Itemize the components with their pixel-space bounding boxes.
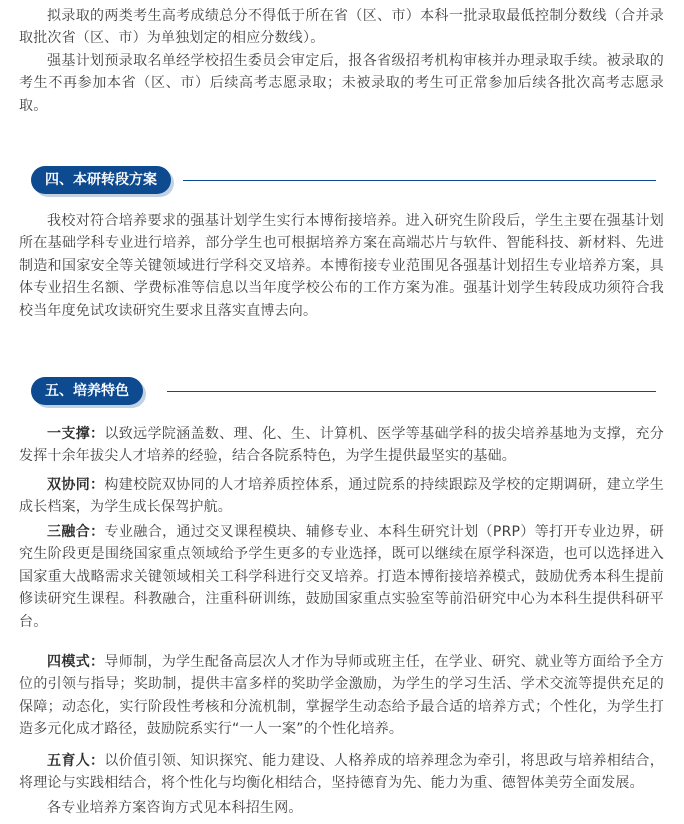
section-divider-line xyxy=(183,180,656,181)
section-divider-line xyxy=(167,391,656,392)
paragraph-footer-note: 各专业培养方案咨询方式见本科招生网。 xyxy=(47,800,303,816)
feature-label: 四模式： xyxy=(47,654,105,670)
paragraph-admission-procedure: 强基计划预录取名单经学校招生委员会审定后，报各省级招考机构审核并办理录取手续。被录取的考生不再参加本省（区、市）后续高考志愿录取；未被录取的考生可正常参加后续各批次高考志愿录取。 xyxy=(19,53,664,114)
feature-dual-coordination xyxy=(19,474,664,519)
feature-four-modes xyxy=(19,651,664,741)
paragraph-score-requirement: 拟录取的两类考生高考成绩总分不得低于所在省（区、市）本科一批录取最低控制分数线（合并录取批次省（区、市）为单独划定的相应分数线）。 xyxy=(19,8,664,47)
feature-three-integration xyxy=(19,521,664,633)
paragraph-section-4-body: 我校对符合培养要求的强基计划学生实行本博衔接培养。进入研究生阶段后，学生主要在强基计划所在基础学科专业进行培养，部分学生也可根据培养方案在高端芯片与软件、智能科技、新材料、先进制造和国家安全等关键领域进行学科交叉培养。本博衔接专业范围见各强基计划招生专业培养方案，具体专业招生名额、学费标准等信息以当年度学校公布的工作方案为准。强基计划学生转段成功须符合我校当年度免试攻读研究生要求且落实直博去向。 xyxy=(19,213,664,319)
section-heading-5 xyxy=(31,377,656,405)
feature-label: 三融合： xyxy=(47,524,105,540)
feature-text: 构建校院双协同的人才培养质控体系，通过院系的持续跟踪及学校的定期调研，建立学生成长档案，为学生成长保驾护航。 xyxy=(19,477,664,516)
feature-text: 专业融合，通过交叉课程模块、辅修专业、本科生研究计划（PRP）等打开专业边界，研究生阶段更是围绕国家重点领域给予学生更多的专业选择，既可以继续在原学科深造，也可以选择进入国家重大战略需求关键领域相关工科学科进行交叉培养。打造本博衔接培养模式，鼓励优秀本科生提前修读研究生课程。科教融合，注重科研训练，鼓励国家重点实验室等前沿研究中心为本科生提供科研平台。 xyxy=(19,524,664,630)
feature-text: 以价值引领、知识探究、能力建设、人格养成的培养理念为牵引，将思政与培养相结合，将理论与实践相结合，将个性化与均衡化相结合，坚持德育为先、能力为重、德智体美劳全面发展。 xyxy=(19,753,664,792)
section-heading-4 xyxy=(31,166,656,194)
feature-text: 导师制，为学生配备高层次人才作为导师或班主任，在学业、研究、就业等方面给予全方位的引领与指导；奖助制，提供丰富多样的奖助学金激励，为学生的学习生活、学术交流等提供充足的保障；动态化，实行阶段性考核和分流机制，掌握学生动态给予最合适的培养方式；个性化，为学生打造多元化成才路径，鼓励院系实行“一人一案”的个性化培养。 xyxy=(19,654,664,738)
feature-label: 一支撑： xyxy=(47,426,105,442)
feature-label: 五育人： xyxy=(47,753,105,769)
feature-five-education xyxy=(19,750,664,795)
section-title-4: 四、本研转段方案 xyxy=(31,166,171,194)
feature-label: 双协同： xyxy=(47,477,105,493)
feature-one-support xyxy=(19,423,664,468)
section-title-5: 五、培养特色 xyxy=(31,377,143,405)
feature-text: 以致远学院涵盖数、理、化、生、计算机、医学等基础学科的拔尖培养基地为支撑，充分发挥十余年拔尖人才培养的经验，结合各院系特色，为学生提供最坚实的基础。 xyxy=(19,426,664,465)
